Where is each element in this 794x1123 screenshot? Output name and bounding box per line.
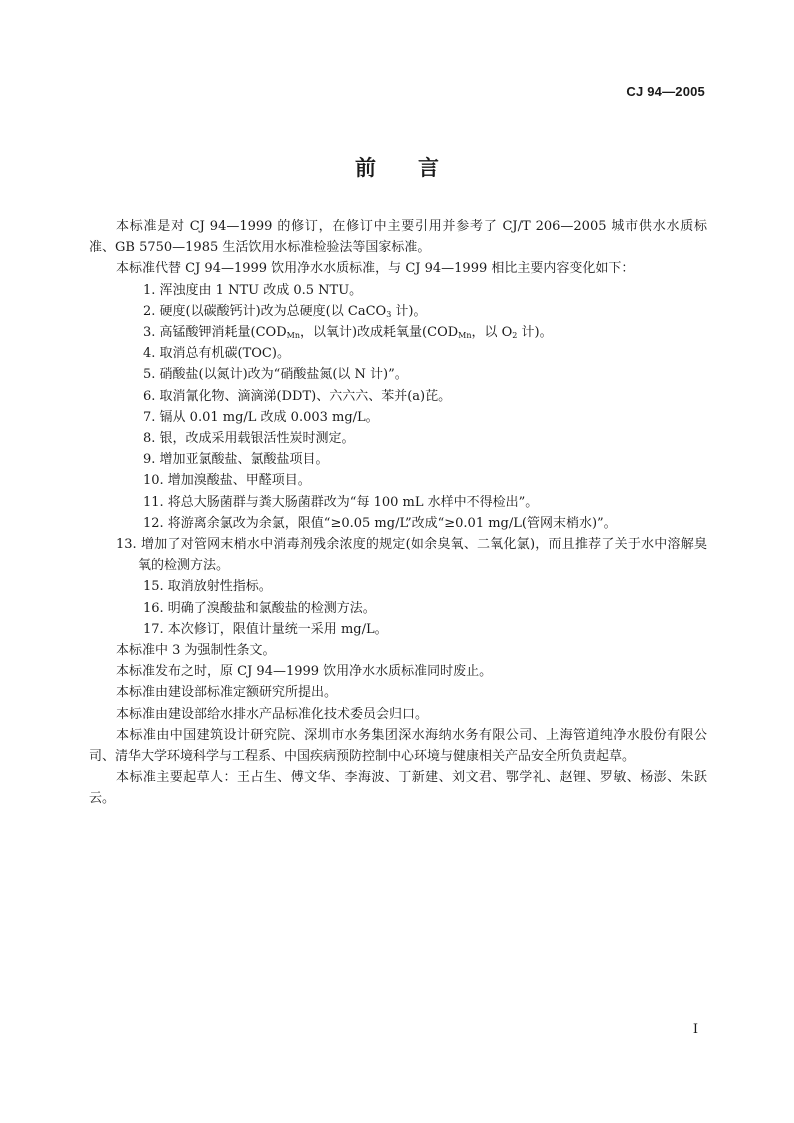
page-title bbox=[0, 152, 794, 182]
change-item-1: 1. 浑浊度由 1 NTU 改成 0.5 NTU。 bbox=[143, 282, 363, 298]
change-item-17: 17. 本次修订，限值计量统一采用 mg/L。 bbox=[143, 621, 388, 637]
change-item-6: 6. 取消氰化物、滴滴涕(DDT)、六六六、苯并(a)芘。 bbox=[143, 388, 452, 404]
change-item-16: 16. 明确了溴酸盐和氯酸盐的检测方法。 bbox=[143, 600, 376, 616]
change-item-10: 10. 增加溴酸盐、甲醛项目。 bbox=[143, 473, 311, 489]
change-item-13: 13. 增加了对管网末梢水中消毒剂残余浓度的规定(如余臭氧、二氧化氯)，而且推荐了关于水中溶解臭氧的检测方法。 bbox=[116, 537, 707, 574]
repeal-paragraph: 本标准发布之时，原 CJ 94—1999 饮用净水水质标准同时废止。 bbox=[116, 664, 493, 680]
title-char-1: 前 bbox=[355, 156, 376, 180]
change-item-11: 11. 将总大肠菌群与粪大肠菌群改为“每 100 mL 水样中不得检出”。 bbox=[143, 494, 539, 510]
document-body bbox=[89, 216, 707, 810]
drafters-paragraph: 本标准主要起草人：王占生、傅文华、李海波、丁新建、刘文君、鄂学礼、赵锂、罗敏、杨澎、朱跃云。 bbox=[89, 770, 707, 807]
change-item-3: 3. 高锰酸钾消耗量($COD_{Mn}$，以氧计)改成耗氧量($COD_{Mn}$，以 $O_2$ 计)。 bbox=[143, 325, 553, 341]
standard-code: CJ 94—2005 bbox=[626, 84, 705, 99]
change-item-4: 4. 取消总有机碳(TOC)。 bbox=[143, 346, 290, 362]
change-item-15: 15. 取消放射性指标。 bbox=[143, 579, 272, 595]
replacement-paragraph: 本标准代替 CJ 94—1999 饮用净水水质标准，与 CJ 94—1999 相比主要内容变化如下： bbox=[116, 261, 635, 277]
proposer-paragraph: 本标准由建设部标准定额研究所提出。 bbox=[116, 685, 338, 701]
change-item-5: 5. 硝酸盐(以氮计)改为“硝酸盐氮(以 N 计)”。 bbox=[143, 367, 408, 383]
change-item-8: 8. 银，改成采用载银活性炭时测定。 bbox=[143, 431, 355, 447]
change-item-9: 9. 增加亚氯酸盐、氯酸盐项目。 bbox=[143, 452, 329, 468]
centralized-paragraph: 本标准由建设部给水排水产品标准化技术委员会归口。 bbox=[116, 706, 429, 722]
page-number: I bbox=[692, 1022, 698, 1037]
mandatory-clause-paragraph: 本标准中 3 为强制性条文。 bbox=[116, 643, 276, 659]
intro-paragraph: 本标准是对 CJ 94—1999 的修订，在修订中主要引用并参考了 CJ/T 206—2005 城市供水水质标准、GB 5750—1985 生活饮用水标准检验法等国家标准。 bbox=[89, 219, 707, 256]
change-item-7: 7. 镉从 0.01 mg/L 改成 0.003 mg/L。 bbox=[143, 409, 379, 425]
change-item-12: 12. 将游离余氯改为余氯，限值“≥0.05 mg/L”改成“≥0.01 mg/L(管网末梢水)”。 bbox=[143, 515, 617, 531]
drafting-units-paragraph: 本标准由中国建筑设计研究院、深圳市水务集团深水海纳水务有限公司、上海管道纯净水股份有限公司、清华大学环境科学与工程系、中国疾病预防控制中心环境与健康相关产品安全所负责起草。 bbox=[89, 727, 707, 765]
title-char-2: 言 bbox=[418, 156, 439, 180]
change-item-2: 2. 硬度(以碳酸钙计)改为总硬度(以 CaCO$_3$ 计)。 bbox=[143, 303, 427, 319]
